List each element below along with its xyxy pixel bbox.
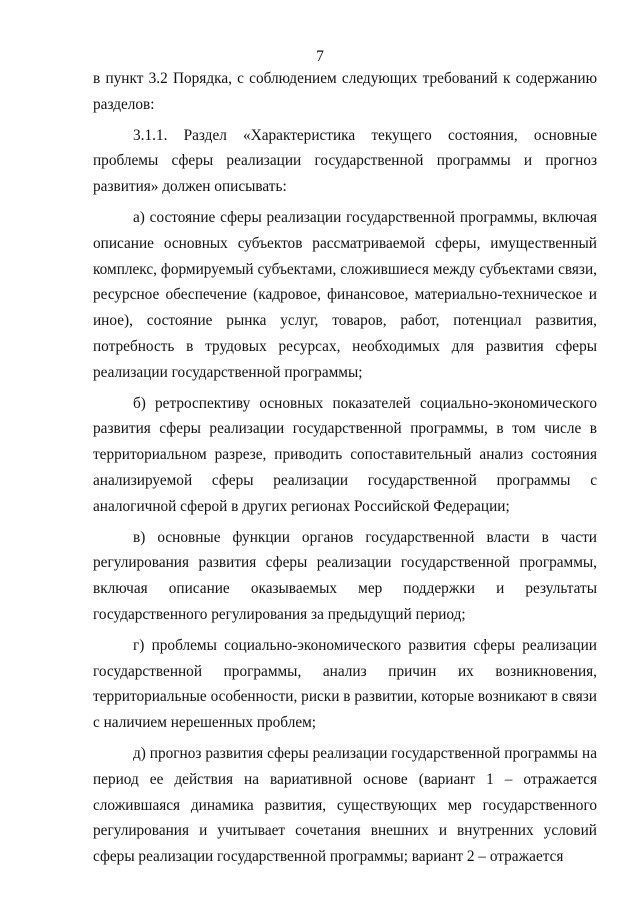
paragraph-section-3-1-1: 3.1.1. Раздел «Характеристика текущего состояния, основные проблемы сферы реализации государственной программы и прогноз развития» должен описывать: [93,126,597,196]
paragraph-item-d: д) прогноз развития сферы реализации государственной программы на период ее действия на вариативной основе (вариант 1 – отражается сложившаяся динамика развития, существующих мер государственного регулирования и учитывает сочетания внешних и внутренних условий сферы реализации государственной программы; вариант 2 – отражается [93,744,597,866]
document-body [93,66,597,870]
paragraph-item-a: а) состояние сферы реализации государственной программы, включая описание основных субъектов рассматриваемой сферы, имущественный комплекс, формируемый субъектами, сложившиеся между субъектами связи, ресурсное обеспечение (кадровое, финансовое, материально-техническое и иное), состояние рынка услуг, товаров, работ, потенциал развития, потребность в трудовых ресурсах, необходимых для развития сферы реализации государственной программы; [93,208,597,381]
paragraph-item-b: б) ретроспективу основных показателей социально-экономического развития сферы реализации государственной программы, в том числе в территориальном разрезе, приводить сопоставительный анализ состояния анализируемой сферы реализации государственной программы с аналогичной сферой в других регионах Российской Федерации; [93,394,597,515]
paragraph-item-g: г) проблемы социально-экономического развития сферы реализации государственной программы, анализ причин их возникновения, территориальные особенности, риски в развитии, которые возникают в связи с наличием нерешенных проблем; [93,636,597,732]
paragraph-item-v: в) основные функции органов государственной власти в части регулирования развития сферы реализации государственной программы, включая описание оказываемых мер поддержки и результаты государственного регулирования за предыдущий период; [93,528,597,623]
paragraph-continuation: в пункт 3.2 Порядка, с соблюдением следующих требований к содержанию разделов: [93,70,597,113]
page-number: 7 [316,48,324,65]
